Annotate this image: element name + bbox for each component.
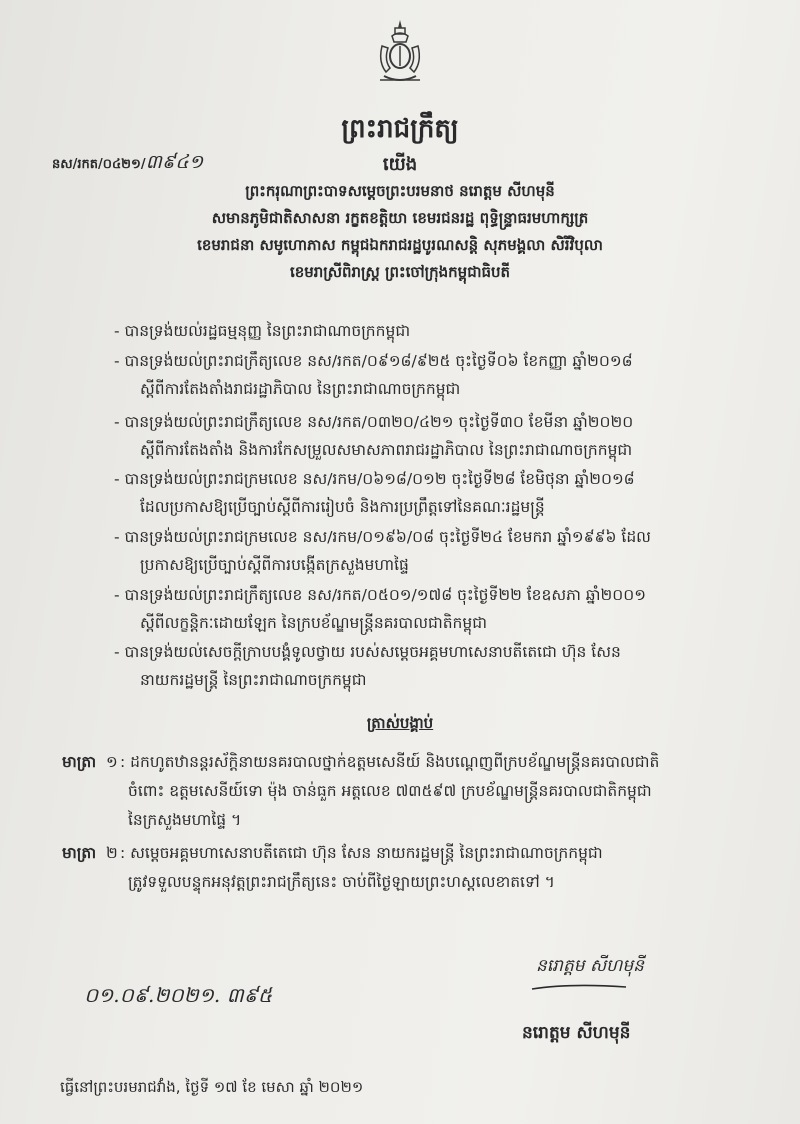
consideration-item-continuation: ស្តីពីលក្ខន្តិកៈដោយឡែក នៃក្របខ័ណ្ឌមន្ត្រីនគរបាលជាតិកម្ពុជា [140, 614, 487, 632]
royal-coat-of-arms-emblem [372, 18, 428, 84]
consideration-item-continuation: ស្តីពីការតែងតាំង និងការកែសម្រួលសមាសភាពរាជរដ្ឋាភិបាល នៃព្រះរាជាណាចក្រកម្ពុជា [140, 441, 633, 459]
we-heading: យើង [382, 154, 418, 175]
consideration-item-continuation: ស្តីពីការតែងតាំងរាជរដ្ឋាភិបាល នៃព្រះរាជាណាចក្រកម្ពុជា [140, 380, 461, 398]
article-text-line: នៃក្រសួងមហាផ្ទៃ ។ [128, 811, 242, 829]
signature-scribble: នរោត្តម សីហមុនី [536, 956, 644, 976]
article-text-line: : ដកហូតឋានន្តរស័ក្តិនាយនគរបាលថ្នាក់ឧត្តមសេនីយ៍ និងបណ្តេញពីក្របខ័ណ្ឌមន្ត្រីនគរបាលជាតិ [120, 753, 660, 771]
consideration-item: - បានទ្រង់យល់សេចក្តីក្រាបបង្គំទូលថ្វាយ របស់សម្តេចអគ្គមហាសេនាបតីតេជោ ហ៊ុន សែន [114, 643, 621, 661]
king-title-line: សមានភូមិជាតិសាសនា រក្ខតខត្តិយា ខេមរជនរដ្ឋ ពុទ្ធិន្ទ្រាធរមហាក្សត្រ [211, 209, 589, 227]
signature-underline [530, 979, 630, 995]
consideration-item: - បានទ្រង់យល់ព្រះរាជក្រឹត្យលេខ នស/រកត/០៥០១/១៧៨ ចុះថ្ងៃទី២២ ខែឧសភា ឆ្នាំ២០០១ [114, 586, 646, 604]
consideration-item: - បានទ្រង់យល់ព្រះរាជក្រមលេខ នស/រកម/០៦១៨/០១២ ចុះថ្ងៃទី២៨ ខែមិថុនា ឆ្នាំ២០១៨ [114, 470, 635, 488]
consideration-item-continuation: នាយករដ្ឋមន្ត្រី នៃព្រះរាជាណាចក្រកម្ពុជា [140, 671, 367, 689]
article-number: ១ [106, 753, 118, 771]
consideration-item: - បានទ្រង់យល់រដ្ឋធម្មនុញ្ញ នៃព្រះរាជាណាចក្រកម្ពុជា [114, 322, 411, 340]
consideration-item-continuation: ដែលប្រកាសឱ្យប្រើច្បាប់ស្តីពីការរៀបចំ និងការប្រព្រឹត្តទៅនៃគណៈរដ្ឋមន្ត្រី [140, 498, 545, 516]
document-title: ព្រះរាជក្រឹត្យ [341, 114, 459, 144]
handwritten-date: ០១.០៩.២០២១. ៣៩៥ [84, 983, 273, 1007]
decision-heading: ត្រាស់បង្គាប់ [366, 714, 434, 732]
article-number: ២ [106, 844, 118, 862]
consideration-item: - បានទ្រង់យល់ព្រះរាជក្រឹត្យលេខ នស/រកត/០៩១៨/៩២៥ ចុះថ្ងៃទី០៦ ខែកញ្ញា ឆ្នាំ២០១៨ [114, 352, 633, 370]
king-title-line: ខេមរាជនា សមូហោភាស កម្ពុជឯករាជរដ្ឋបូរណសន្តិ សុភមង្គលា សិរីវិបុលា [197, 236, 603, 254]
consideration-item: - បានទ្រង់យល់ព្រះរាជក្រឹត្យលេខ នស/រកត/០៣២០/៤២១ ចុះថ្ងៃទី៣០ ខែមីនា ឆ្នាំ២០២០ [114, 413, 634, 431]
consideration-item: - បានទ្រង់យល់ព្រះរាជក្រមលេខ នស/រកម/០១៩៦/០៨ ចុះថ្ងៃទី២៤ ខែមករា ឆ្នាំ១៩៩៦ ដែល [114, 528, 651, 546]
article-text-line: ចំពោះ ឧត្តមសេនីយ៍ទោ ម៉ុង ចាន់ធួក អត្តលេខ ៧៣៥៩៧ ក្របខ័ណ្ឌមន្ត្រីនគរបាលជាតិកម្ពុជា [128, 782, 652, 800]
signer-name: នរោត្តម សីហមុនី [522, 1023, 631, 1043]
article-label: មាត្រា [62, 753, 97, 771]
reference-code: នស/រកត/០៤២១/ [52, 157, 146, 172]
article-text-line: : សម្តេចអគ្គមហាសេនាបតីតេជោ ហ៊ុន សែន នាយករដ្ឋមន្ត្រី នៃព្រះរាជាណាចក្រកម្ពុជា [120, 844, 603, 862]
king-title-line: ព្រះករុណាព្រះបាទសម្តេចព្រះបរមនាថ នរោត្តម សីហមុនី [245, 182, 555, 200]
consideration-item-continuation: ប្រកាសឱ្យប្រើច្បាប់ស្តីពីការបង្កើតក្រសួងមហាផ្ទៃ [140, 556, 409, 574]
reference-handwritten-number: ៣៩៤១ [145, 151, 204, 173]
article-text-line: ត្រូវទទួលបន្ទុកអនុវត្តព្រះរាជក្រឹត្យនេះ ចាប់ពីថ្ងៃឡាយព្រះហស្តលេខាតទៅ ។ [128, 873, 555, 891]
royal-signature [530, 955, 644, 997]
article-label: មាត្រា [62, 844, 97, 862]
place-and-date: ធ្វើនៅព្រះបរមរាជវាំង, ថ្ងៃទី ១៧ ខែ មេសា ឆ្នាំ ២០២១ [60, 1078, 364, 1096]
king-title-line: ខេមរាស្រីពិរាស្ត្រ ព្រះចៅក្រុងកម្ពុជាធិបតី [289, 263, 511, 281]
